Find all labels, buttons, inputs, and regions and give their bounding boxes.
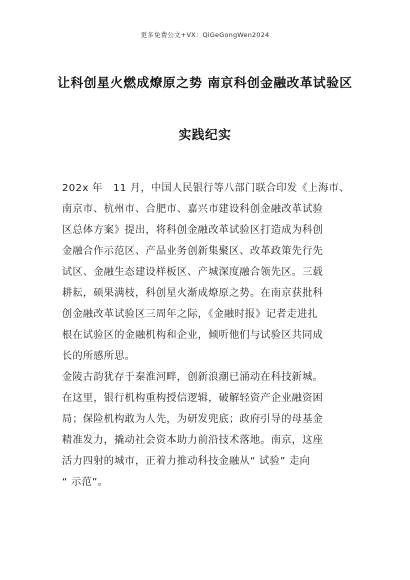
body-line: 精准发力，撬动社会资本助力前沿技术落地。南京，这座 xyxy=(62,435,324,446)
body-line: 在这里，银行机构重构授信逻辑，破解轻资产企业融资困 xyxy=(62,393,324,404)
body-line: 金陵古韵犹存于秦淮河畔，创新浪潮已涌动在科技新城。 xyxy=(62,372,324,383)
body-line: 金融合作示范区、产品业务创新集聚区、改革政策先行先 xyxy=(62,246,324,257)
body-line: 试区、金融生态建设样板区、产城深度融合领先区。三载 xyxy=(62,267,324,278)
body-line: 202x 年 11 月，中国人民银行等八部门联合印发《上海市、 xyxy=(62,183,350,194)
body-line: 活力四射的城市，正着力推动科技金融从“ 试验” 走向 xyxy=(62,456,311,467)
body-line: 耕耘，硕果满枝，科创星火渐成燎原之势。在南京获批科 xyxy=(62,288,324,299)
body-line: 长的所感所思。 xyxy=(62,351,136,362)
body-line: “ 示范”。 xyxy=(62,477,109,488)
body-line: 局；保险机构敢为人先，为研发兜底；政府引导的母基金 xyxy=(62,414,324,425)
document-title: 让科创星火燃成燎原之势 南京科创金融改革试验区 xyxy=(57,75,353,90)
body-line: 南京市、杭州市、合肥市、嘉兴市建设科创金融改革试验 xyxy=(62,204,324,215)
document-title-continued: 实践纪实 xyxy=(178,127,232,142)
body-line: 创金融改革试验区三周年之际，《金融时报》记者走进扎 xyxy=(62,309,319,320)
body-line: 区总体方案》提出，将科创金融改革试验区打造成为科创 xyxy=(62,225,324,236)
body-line: 根在试验区的金融机构和企业，倾听他们与试验区共同成 xyxy=(62,330,324,341)
header-note: 更多免费公文+VX：QiGeGongWen2024 xyxy=(140,31,270,39)
